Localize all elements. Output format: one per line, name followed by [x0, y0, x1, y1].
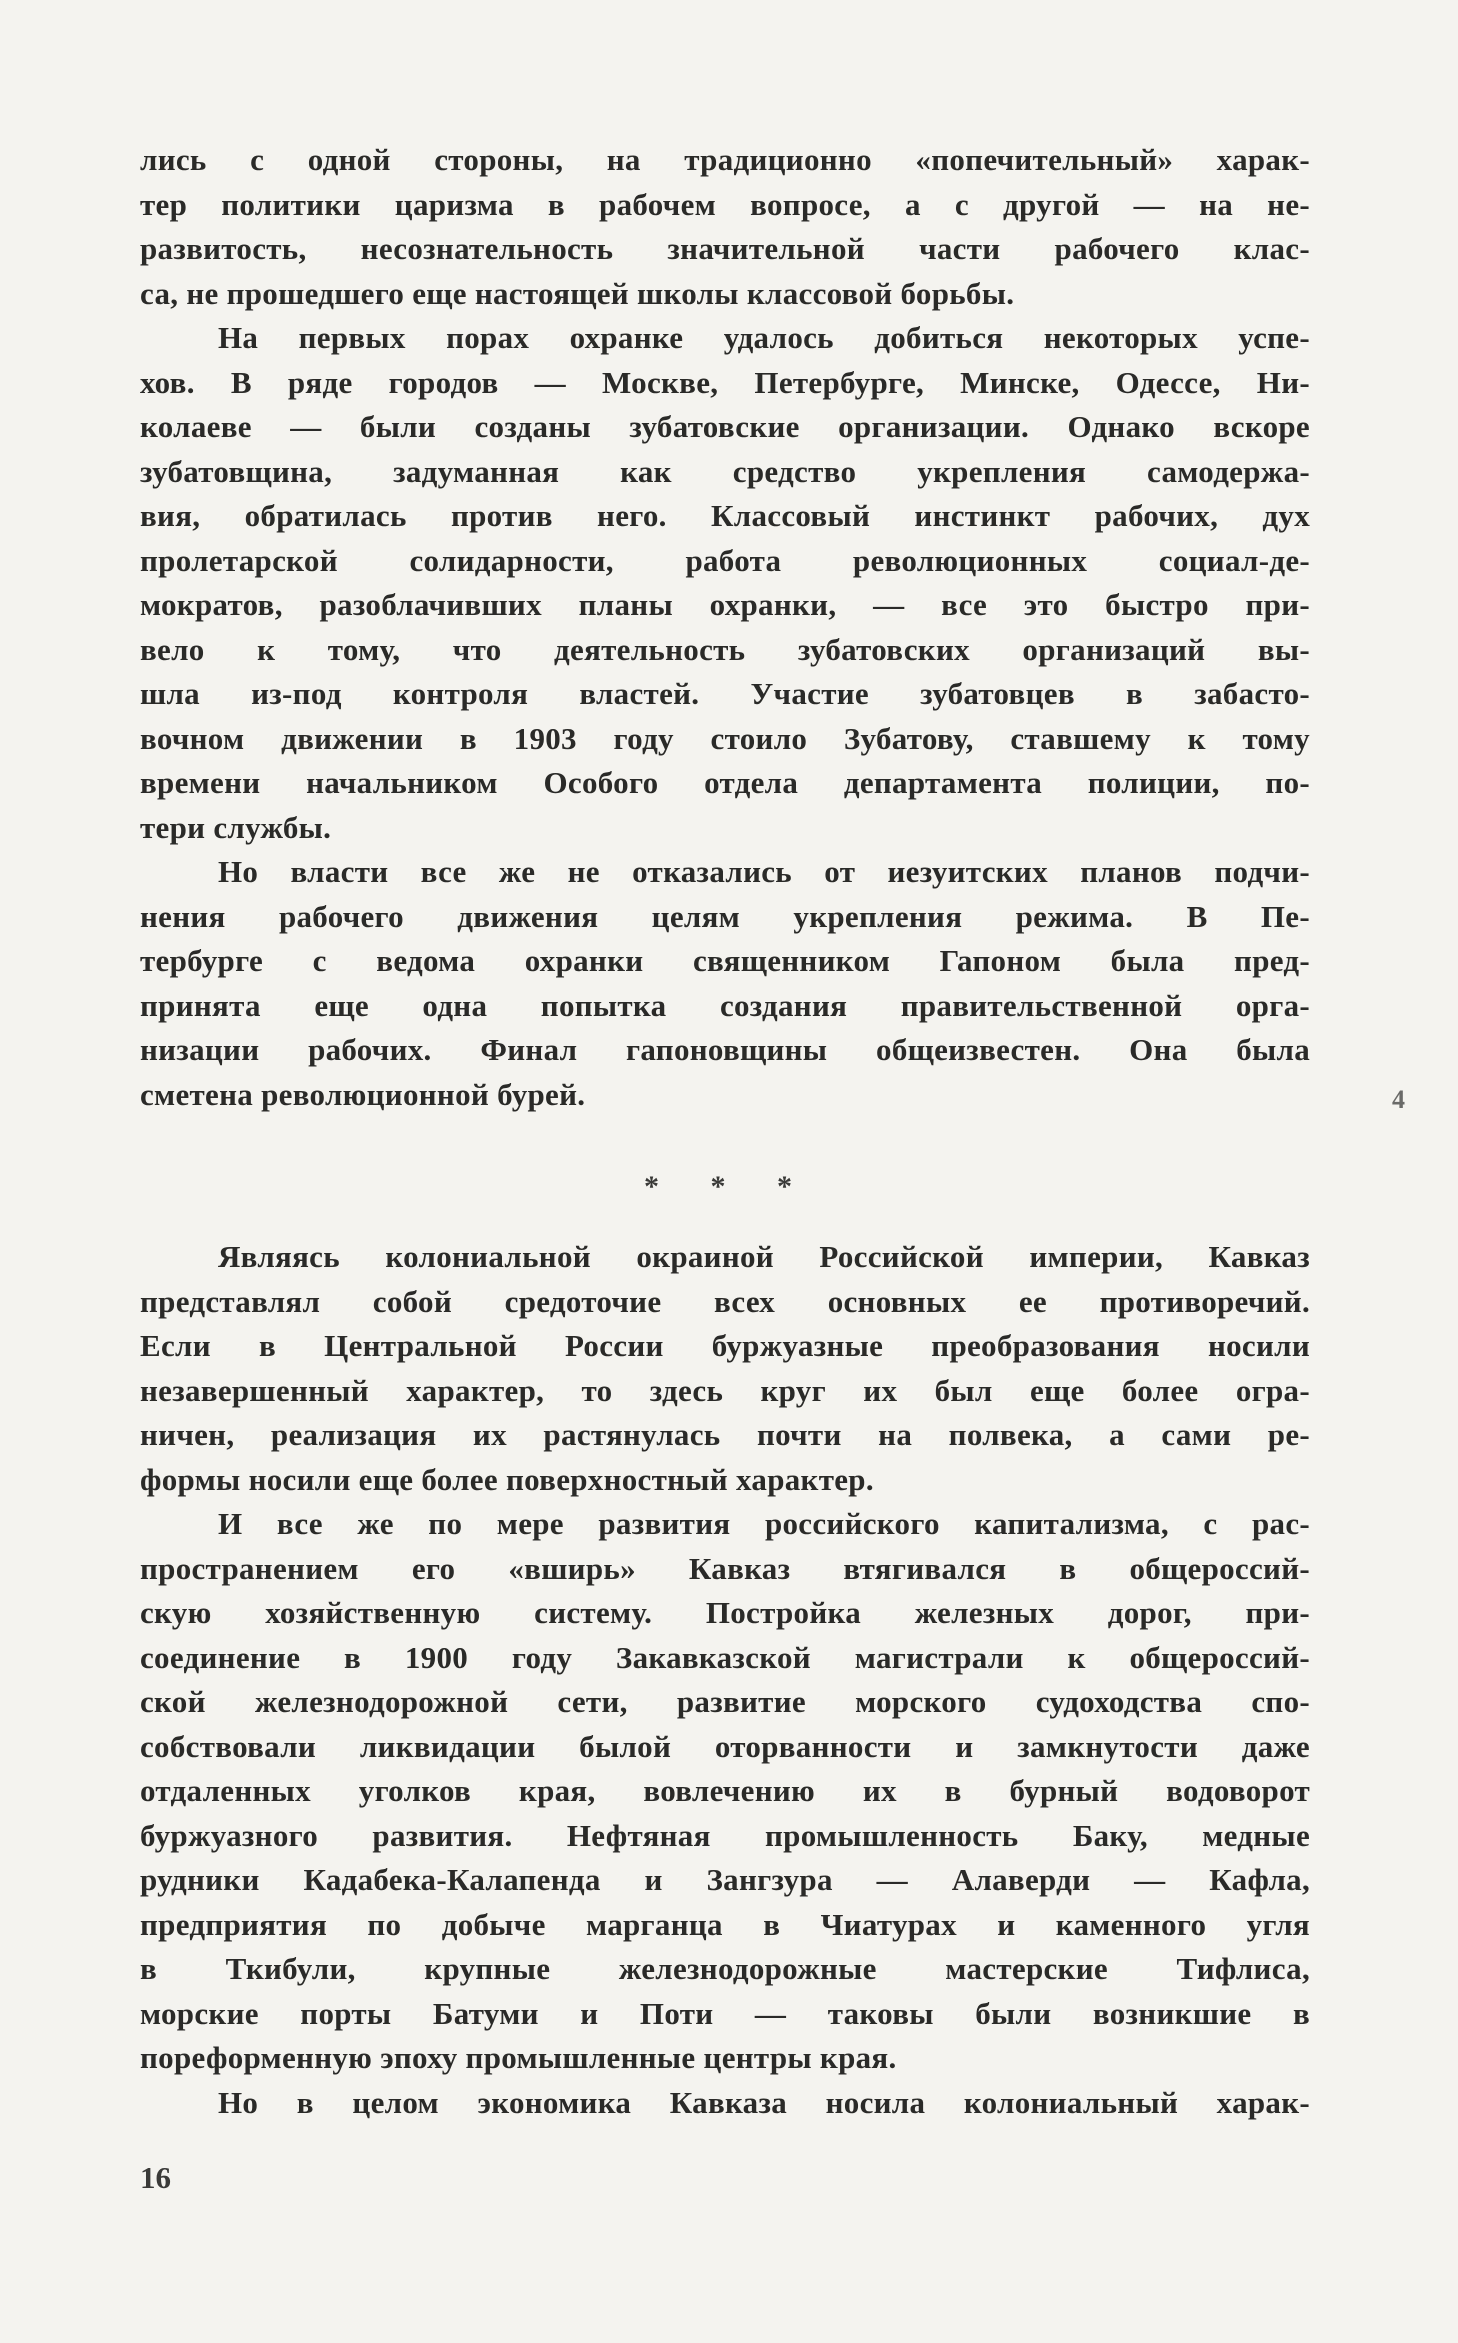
text-line: са, не прошедшего еще настоящей школы классовой борьбы. — [140, 275, 1015, 311]
text-line: в Ткибули, крупные железнодорожные мастерские Тифлиса, — [140, 1951, 1310, 1986]
text-line: соединение в 1900 году Закавказской магистрали к общероссий- — [140, 1639, 1310, 1675]
text-line: ской железнодорожной сети, развитие морского судоходства спо- — [140, 1684, 1310, 1719]
text-line: нения рабочего движения целям укрепления режима. В Пе- — [140, 898, 1310, 934]
text-line: формы носили еще более поверхностный характер. — [140, 1461, 874, 1497]
paragraph-5 — [140, 1502, 1310, 2081]
text-line: рудники Кадабека-Калапенда и Зангзура — Алаверди — Кафла, — [140, 1862, 1310, 1897]
text-line: сметена революционной бурей. — [140, 1076, 586, 1112]
text-line: буржуазного развития. Нефтяная промышленность Баку, медные — [140, 1817, 1310, 1853]
text-line: шла из-под контроля властей. Участие зубатовцев в забасто- — [140, 676, 1310, 711]
text-line: вочном движении в 1903 году стоило Зубатову, ставшему к тому — [140, 720, 1310, 756]
paragraph-3 — [140, 850, 1310, 1117]
paragraph-2 — [140, 316, 1310, 850]
text-line: Но власти все же не отказались от иезуитских планов подчи- — [218, 854, 1310, 889]
text-line: тербурге с ведома охранки священником Гапоном была пред- — [140, 943, 1310, 978]
text-line: зубатовщина, задуманная как средство укрепления самодержа- — [140, 453, 1310, 489]
text-line: развитость, несознательность значительной части рабочего клас- — [140, 231, 1310, 266]
text-line: морские порты Батуми и Поти — таковы были возникшие в — [140, 1995, 1310, 2031]
text-line: вия, обратилась против него. Классовый инстинкт рабочих, дух — [140, 498, 1310, 533]
text-line: мократов, разоблачивших планы охранки, — все это быстро при- — [140, 587, 1310, 622]
text-line: времени начальником Особого отдела департамента полиции, по- — [140, 765, 1310, 800]
text-line: отдаленных уголков края, вовлечению их в бурный водоворот — [140, 1773, 1310, 1808]
text-line: принята еще одна попытка создания правительственной орга- — [140, 987, 1310, 1023]
text-line: вело к тому, что деятельность зубатовских организаций вы- — [140, 631, 1310, 667]
page-number: 16 — [140, 2160, 171, 2195]
text-line: лись с одной стороны, на традиционно «попечительный» харак- — [140, 142, 1310, 177]
section-separator: * * * — [644, 1170, 814, 1203]
margin-mark: 4 — [1392, 1085, 1405, 1114]
text-line: пролетарской солидарности, работа революционных социал-де- — [140, 542, 1310, 578]
text-line: Но в целом экономика Кавказа носила колониальный харак- — [218, 2084, 1310, 2120]
text-line: колаеве — были созданы зубатовские организации. Однако вскоре — [140, 409, 1310, 444]
text-line: незавершенный характер, то здесь круг их был еще более огра- — [140, 1372, 1310, 1408]
text-block-lower — [140, 1235, 1310, 2125]
text-line: представлял собой средоточие всех основных ее противоречий. — [140, 1283, 1310, 1319]
paragraph-4 — [140, 1235, 1310, 1502]
text-line: низации рабочих. Финал гапоновщины общеизвестен. Она была — [140, 1032, 1310, 1067]
text-line: скую хозяйственную систему. Постройка железных дорог, при- — [140, 1595, 1310, 1630]
paragraph-1 — [140, 138, 1310, 316]
text-line: И все же по мере развития российского капитализма, с рас- — [218, 1506, 1310, 1541]
text-line: Если в Центральной России буржуазные преобразования носили — [140, 1328, 1310, 1363]
text-line: тер политики царизма в рабочем вопросе, а с другой — на не- — [140, 186, 1310, 222]
text-line: пореформенную эпоху промышленные центры края. — [140, 2040, 897, 2075]
text-line: хов. В ряде городов — Москве, Петербурге, Минске, Одессе, Ни- — [140, 364, 1310, 400]
text-line: Являясь колониальной окраиной Российской империи, Кавказ — [218, 1239, 1310, 1274]
text-line: На первых порах охранке удалось добиться некоторых успе- — [218, 320, 1310, 355]
paragraph-6 — [140, 2081, 1310, 2126]
text-line: пространением его «вширь» Кавказ втягивался в общероссий- — [140, 1550, 1310, 1586]
text-line: ничен, реализация их растянулась почти на полвека, а сами ре- — [140, 1417, 1310, 1452]
text-line: предприятия по добыче марганца в Чиатурах и каменного угля — [140, 1906, 1310, 1942]
text-line: тери службы. — [140, 809, 332, 845]
text-line: собствовали ликвидации былой оторванности и замкнутости даже — [140, 1728, 1310, 1764]
text-block-upper — [140, 138, 1310, 1117]
